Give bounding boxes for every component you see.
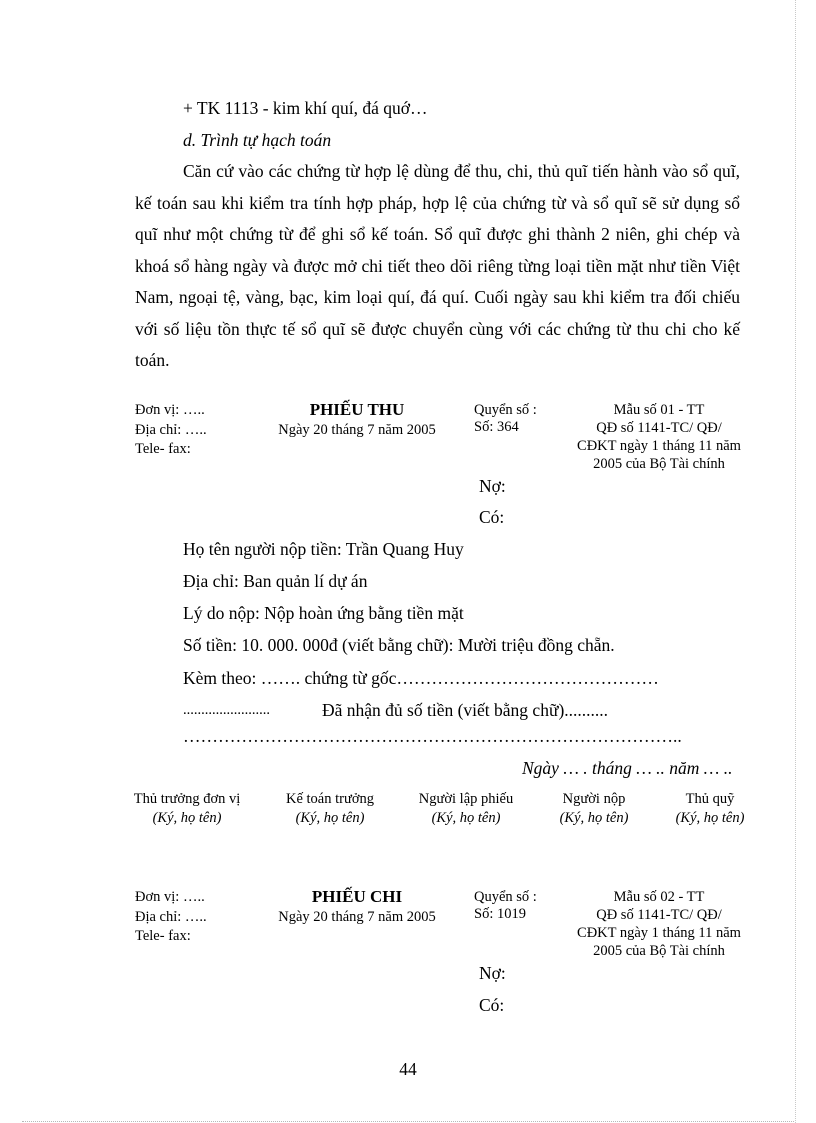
signature-cashier	[662, 790, 758, 828]
signature-role: Thủ quỹ	[685, 791, 735, 807]
payment-form-line-1: Mẫu số 02 - TT	[613, 889, 705, 905]
signature-hint: (Ký, họ tên)	[559, 810, 629, 826]
receipt-payer-name: Họ tên người nộp tiền: Trần Quang Huy	[183, 539, 464, 559]
payment-form-line-2: QĐ số 1141-TC/ QĐ/	[596, 907, 722, 923]
page-bottom-border	[22, 1121, 794, 1122]
receipt-amount: Số tiền: 10. 000. 000đ (viết bằng chữ): Mười triệu đồng chẵn.	[183, 635, 615, 655]
signature-role: Kế toán trưởng	[285, 791, 374, 807]
signature-hint: (Ký, họ tên)	[431, 810, 501, 826]
signature-hint: (Ký, họ tên)	[675, 810, 745, 826]
receipt-unit: Đơn vị: …..	[135, 402, 205, 418]
receipt-dots-start: ........................	[183, 702, 270, 718]
receipt-date: Ngày 20 tháng 7 năm 2005	[278, 422, 436, 438]
account-item-tk1113: + TK 1113 - kim khí quí, đá quớ…	[183, 98, 428, 118]
signature-hint: (Ký, họ tên)	[295, 810, 365, 826]
receipt-attached-docs: Kèm theo: ……. chứng từ gốc………………………………………	[183, 668, 659, 688]
receipt-form-line-4: 2005 của Bộ Tài chính	[593, 456, 725, 472]
receipt-date-line: Ngày … . tháng … .. năm … ..	[522, 758, 733, 778]
receipt-book-number: Quyển số :	[474, 402, 537, 418]
payment-debit: Nợ:	[479, 963, 506, 983]
payment-number: Số: 1019	[474, 906, 526, 922]
payment-credit: Có:	[479, 995, 505, 1015]
receipt-received-amount: Đã nhận đủ số tiền (viết bằng chữ)..........	[322, 700, 609, 720]
subheading-accounting-procedure: d. Trình tự hạch toán	[183, 130, 332, 150]
payment-date: Ngày 20 tháng 7 năm 2005	[278, 909, 436, 925]
receipt-form-line-2: QĐ số 1141-TC/ QĐ/	[596, 420, 722, 436]
payment-address-label: Địa chỉ: …..	[135, 909, 207, 925]
receipt-form-line-1: Mẫu số 01 - TT	[613, 402, 705, 418]
receipt-credit: Có:	[479, 507, 505, 527]
signature-payer	[540, 790, 648, 828]
signature-role: Người lập phiếu	[418, 791, 514, 807]
receipt-payer-address: Địa chỉ: Ban quản lí dự án	[183, 571, 368, 591]
receipt-reason: Lý do nộp: Nộp hoàn ứng bằng tiền mặt	[183, 603, 464, 623]
payment-form-line-4: 2005 của Bộ Tài chính	[593, 943, 725, 959]
signature-preparer	[400, 790, 532, 828]
payment-title: PHIẾU CHI	[311, 887, 403, 906]
body-paragraph: Căn cứ vào các chứng từ hợp lệ dùng để thu, chi, thủ quĩ tiến hành vào sổ quĩ, kế toán sau khi kiểm tra tính hợp pháp, hợp lệ của chứng từ và sổ quĩ sẽ sử dụng sổ quĩ như một chứng từ để ghi sổ kế toán. Sổ quĩ được ghi thành 2 niên, ghi chép và khoá sổ hàng ngày và được mở chi tiết theo dõi riêng từng loại tiền mặt như tiền Việt Nam, ngoại tệ, vàng, bạc, kim loại quí, đá quí. Cuối ngày sau khi kiểm tra đối chiếu với số liệu tồn thực tế sổ quĩ sẽ được chuyển cùng với các chứng từ thu chi cho kế toán.	[135, 161, 740, 370]
payment-form-line-3: CĐKT ngày 1 tháng 11 năm	[577, 925, 741, 941]
signature-role: Thủ trưởng đơn vị	[133, 791, 241, 807]
receipt-address-label: Địa chỉ: …..	[135, 422, 207, 438]
signature-hint: (Ký, họ tên)	[152, 810, 222, 826]
signature-chief-accountant	[262, 790, 398, 828]
receipt-dots-line: …………………………………………………………………………..	[183, 726, 682, 746]
page-right-border	[795, 0, 796, 1123]
receipt-debit: Nợ:	[479, 476, 506, 496]
receipt-tele-fax: Tele- fax:	[135, 441, 191, 457]
signature-head-of-unit	[127, 790, 247, 828]
receipt-number: Số: 364	[474, 419, 519, 435]
payment-tele-fax: Tele- fax:	[135, 928, 191, 944]
payment-unit: Đơn vị: …..	[135, 889, 205, 905]
receipt-title: PHIẾU THU	[309, 400, 405, 419]
payment-book-number: Quyển số :	[474, 889, 537, 905]
signature-role: Người nộp	[562, 791, 626, 807]
receipt-form-line-3: CĐKT ngày 1 tháng 11 năm	[577, 438, 741, 454]
page-number: 44	[399, 1059, 417, 1079]
